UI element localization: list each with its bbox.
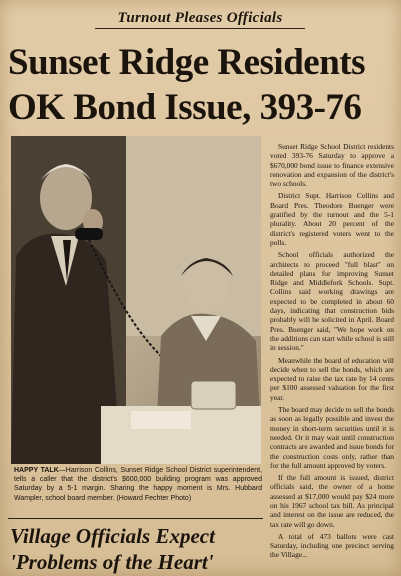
article-body — [270, 142, 394, 563]
headline-line-1: Sunset Ridge Residents — [8, 42, 365, 83]
caption-lead: HAPPY TALK — [14, 467, 59, 474]
article-paragraph: Sunset Ridge School District residents voted 393-76 Saturday to approve a $670,000 bond issue to finance extensive renovation and expansion of the district's two schools. — [270, 142, 394, 189]
kicker-headline: Turnout Pleases Officials — [95, 10, 305, 29]
caption-body: —Harrison Collins, Sunset Ridge School District superintendent, tells a caller that the district's $600,000 building program was approved Saturday by a 5-1 margin. Sharing the happy moment is Mrs. Hubbard Wampler, school board member. (Howard Fechter Photo) — [14, 467, 263, 502]
article-paragraph: Meanwhile the board of education will decide when to sell the bonds, which are expected to raise the tax rate by 14 cents per $100 assessed valuation for the first year. — [270, 355, 394, 402]
article-paragraph: If the full amount is issued, district officials said, the owner of a home assessed at $17,000 would pay $24 more on his 1967 school tax bill. As principal and interest on the issue are reduced, the tax rate will go down. — [270, 473, 394, 529]
photo-illustration — [11, 136, 261, 464]
article-paragraph: School officials authorized the architects to proceed "full blast" on detailed plans for improving Sunset Ridge and Middlefork Schools. Supt. Collins said working drawings are expected to be completed in about 60 days, indicating that construction bids probably will be solicited in April. Board Pres. Buenger said, "We hope work on the additions can start while school is still in session." — [270, 250, 394, 353]
news-photo — [11, 136, 261, 464]
article-paragraph: A total of 473 ballots were cast Saturday, including one precinct serving the Village... — [270, 531, 394, 560]
divider-rule — [8, 518, 263, 519]
photo-caption — [14, 466, 262, 503]
second-headline-line-1: Village Officials Expect — [10, 524, 215, 548]
second-headline-line-2: 'Problems of the Heart' — [10, 550, 214, 574]
article-paragraph: The board may decide to sell the bonds as soon as legally possible and invest the money in short-term securities until it is needed. Or it may wait until construction contracts are awarded and issue bonds for the construction costs only, rather than for the full amount approved by voters. — [270, 405, 394, 470]
headline-line-2: OK Bond Issue, 393-76 — [8, 87, 362, 128]
article-paragraph: District Supt. Harrison Collins and Board Pres. Theodore Buenger were gratified by the turnout and the 5-1 plurality. About 20 percent of the district's registered voters went to the polls. — [270, 191, 394, 247]
